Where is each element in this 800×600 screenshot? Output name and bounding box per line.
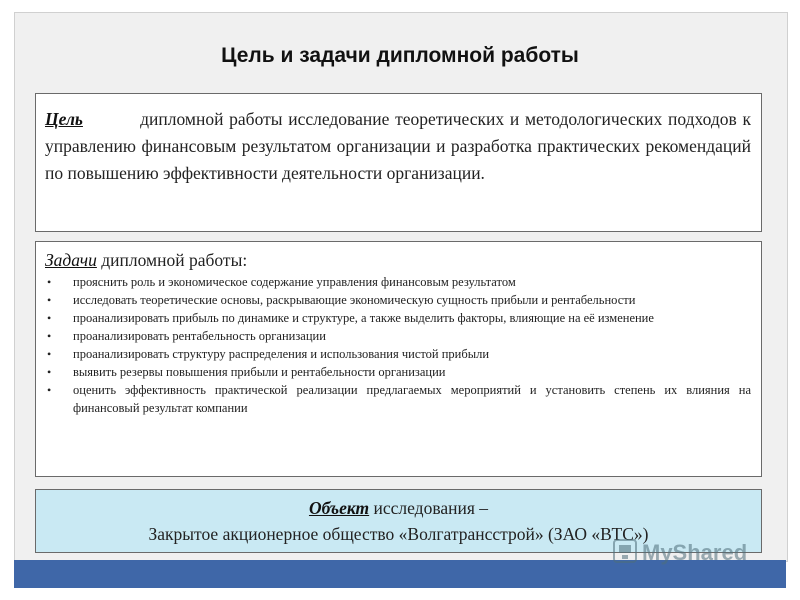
tasks-list xyxy=(45,273,751,417)
object-text: Закрытое акционерное общество «Волгатрансстрой» (ЗАО «ВТС») xyxy=(148,524,649,544)
task-item: • оценить эффективность практической реализации предлагаемых мероприятий и установить степень их влияния на финансовый результат компании xyxy=(45,381,751,417)
object-heading-line xyxy=(36,495,761,521)
slide-title: Цель и задачи дипломной работы xyxy=(221,44,579,67)
object-heading: Объект xyxy=(308,498,370,518)
task-item: • прояснить роль и экономическое содержание управления финансовым результатом xyxy=(45,273,751,291)
task-item: • исследовать теоретические основы, раскрывающие экономическую сущность прибыли и рентабельности xyxy=(45,291,751,309)
task-item: • проанализировать прибыль по динамике и структуре, а также выделить факторы, влияющие на её изменение xyxy=(45,309,751,327)
goal-box xyxy=(35,93,762,232)
watermark-text: MyShared xyxy=(642,540,748,565)
tasks-heading-rest: дипломной работы: xyxy=(96,250,248,270)
task-item: • проанализировать рентабельность организации xyxy=(45,327,751,345)
task-item: • проанализировать структуру распределения и использования чистой прибыли xyxy=(45,345,751,363)
tasks-box xyxy=(35,241,762,477)
watermark xyxy=(612,532,772,572)
myshared-logo-icon xyxy=(612,532,772,572)
tasks-heading-line xyxy=(45,250,751,271)
tasks-heading: Задачи xyxy=(45,250,97,270)
goal-text: дипломной работы исследование теоретических и методологических подходов к управлению финансовым результатом организации и разработка практических рекомендаций по повышению эффективности деятельности организации. xyxy=(45,109,751,183)
goal-heading: Цель xyxy=(45,109,83,129)
object-heading-rest: исследования – xyxy=(369,498,489,518)
goal-paragraph xyxy=(45,106,751,187)
task-item: • выявить резервы повышения прибыли и рентабельности организации xyxy=(45,363,751,381)
